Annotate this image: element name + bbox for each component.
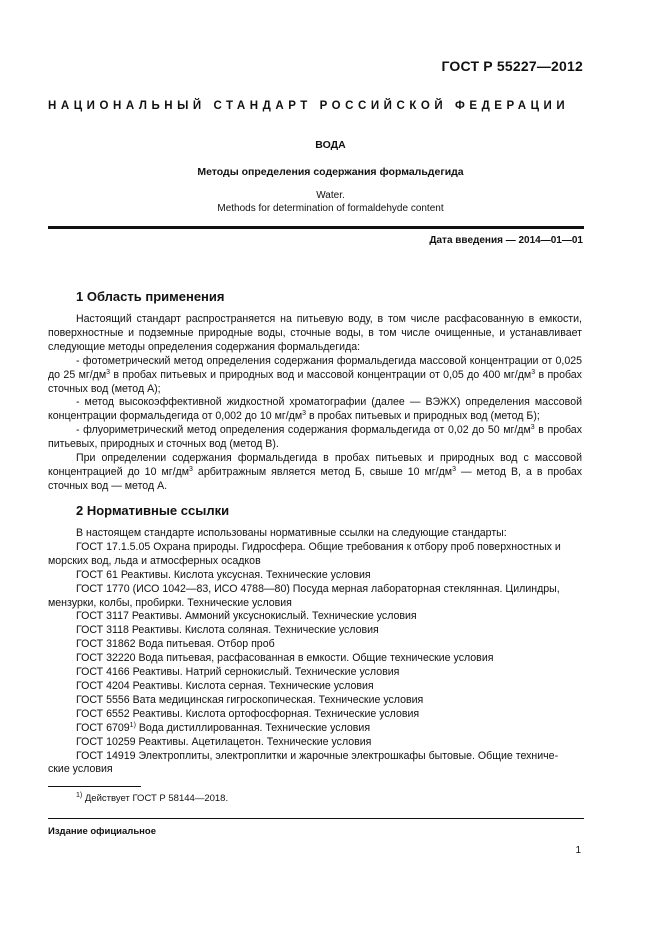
reference-item: ГОСТ 5556 Вата медицинская гигроскопическая. Технические условия	[76, 693, 424, 706]
references-intro: В настоящем стандарте использованы нормативные ссылки на следующие стандарты:	[76, 527, 507, 539]
section-2-heading: 2 Нормативные ссылки	[76, 503, 230, 518]
reference-item: ГОСТ 10259 Реактивы. Ацетилацетон. Технические условия	[76, 735, 372, 748]
footnote: $^{1)}$ Действует ГОСТ Р 58144—2018.	[76, 792, 229, 804]
reference-item: ГОСТ 6552 Реактивы. Кислота ортофосфорная. Технические условия	[76, 707, 420, 720]
reference-item: ГОСТ 1770 (ИСО 1042—83, ИСО 4788—80) Посуда мерная лабораторная стеклянная. Цилиндры,	[76, 582, 560, 595]
title-divider	[48, 226, 584, 229]
english-title: Water.	[316, 190, 345, 201]
normative-references-list	[48, 527, 582, 777]
english-subtitle: Methods for determination of formaldehyde content	[217, 203, 444, 214]
reference-item: ГОСТ 17.1.5.05 Охрана природы. Гидросфера. Общие требования к отбору проб поверхностных и	[76, 540, 561, 553]
reference-item: ГОСТ 32220 Вода питьевая, расфасованная в емкости. Общие технические условия	[76, 652, 494, 665]
reference-item-continuation: морских вод, льда и атмосферных осадков	[48, 554, 261, 567]
method-b-item: - метод высокоэффективной жидкостной хроматографии (далее — ВЭЖХ) определения массовой концентрации формальдегида от 0,002 до 10 $мг/дм^3$ в пробах питьевых и природных вод (метод Б);	[48, 396, 582, 423]
reference-item: ГОСТ 3118 Реактивы. Кислота соляная. Технические условия	[76, 624, 379, 637]
reference-item-continuation: мензурки, колбы, пробирки. Технические условия	[48, 596, 292, 609]
reference-item-continuation: ские условия	[48, 763, 113, 776]
section-1-body	[48, 313, 582, 494]
standard-title: ВОДА	[315, 139, 346, 151]
method-a-item: - фотометрический метод определения содержания формальдегида массовой концентрации от 0,025 до 25 $мг/дм^3$ в пробах питьевых и природных вод и массовой концентрации от 0,05 до 400 $мг/дм^3$ в пробах сточных вод (метод А);	[48, 354, 582, 395]
national-standard-banner: НАЦИОНАЛЬНЫЙ СТАНДАРТ РОССИЙСКОЙ ФЕДЕРАЦИИ	[48, 100, 570, 112]
footnote-marker: 1)	[129, 721, 136, 729]
reference-item: ГОСТ 3117 Реактивы. Аммоний уксуснокислый. Технические условия	[76, 610, 417, 623]
scope-paragraph: Настоящий стандарт распространяется на питьевую воду, в том числе расфасованную в емкости, поверхностные и подземные природные воды, сточные воды, в том числе очищенные, и устанавливает следующие методы определения содержания формальдегида:	[48, 313, 582, 353]
method-c-item: - флуориметрический метод определения содержания формальдегида от 0,02 до 50 $мг/дм^3$ в пробах питьевых, природных и сточных вод (метод В).	[48, 424, 582, 451]
reference-item: ГОСТ 31862 Вода питьевая. Отбор проб	[76, 638, 275, 651]
official-edition-label: Издание официальное	[48, 826, 156, 837]
document-number: ГОСТ Р 55227—2012	[441, 58, 583, 74]
standard-subtitle: Методы определения содержания формальдегида	[197, 166, 464, 178]
reference-item: ГОСТ 4204 Реактивы. Кислота серная. Технические условия	[76, 679, 374, 692]
page-number: 1	[575, 845, 581, 856]
reference-item: ГОСТ 6709$^{1)}$ Вода дистиллированная. Технические условия	[76, 721, 371, 734]
reference-item: ГОСТ 61 Реактивы. Кислота уксусная. Технические условия	[76, 568, 371, 581]
introduction-date: Дата введения — 2014—01—01	[429, 235, 583, 246]
reference-item: ГОСТ 14919 Электроплиты, электроплитки и жарочные электрошкафы бытовые. Общие техниче-	[76, 749, 559, 762]
arbitration-paragraph: При определении содержания формальдегида в пробах питьевых и природных вод с массовой концентрацией до 10 $мг/дм^3$ арбитражным является метод Б, свыше 10 $мг/дм^3$ — метод В, а в пробах сточных вод — метод А.	[48, 452, 583, 492]
reference-item: ГОСТ 4166 Реактивы. Натрий сернокислый. Технические условия	[76, 666, 400, 679]
footnote-divider	[48, 786, 141, 787]
section-1-heading: 1 Область применения	[76, 289, 225, 304]
footer-divider	[48, 818, 584, 819]
